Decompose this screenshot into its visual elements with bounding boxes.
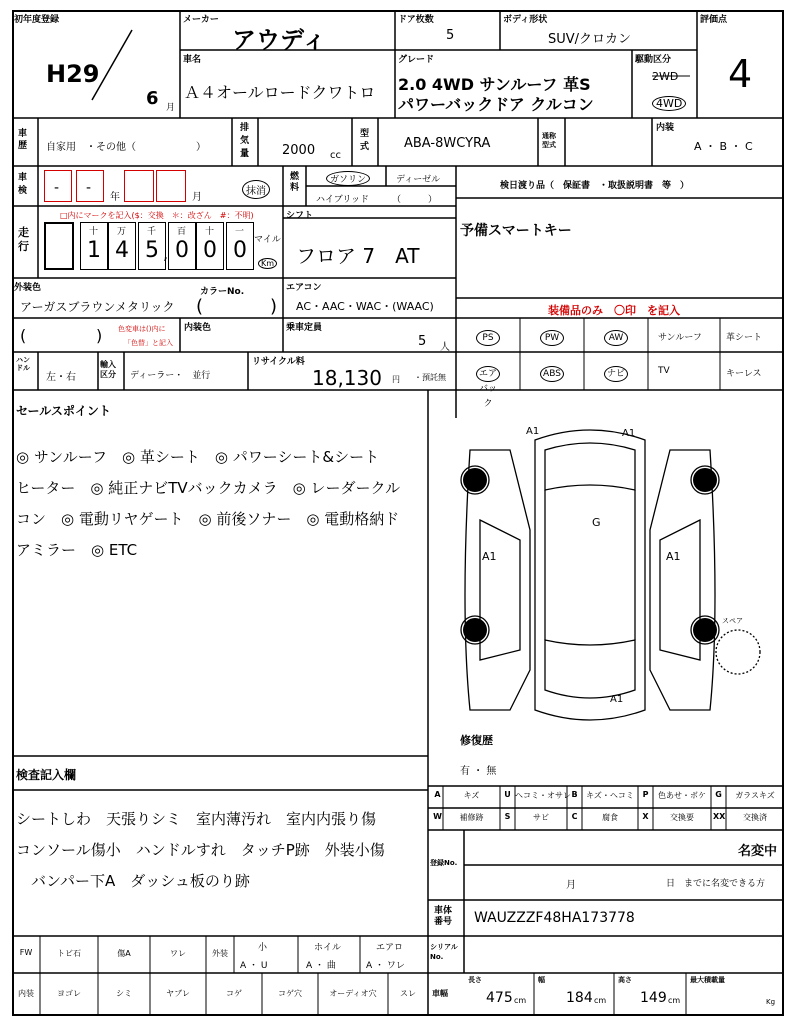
- import-label: 輸入区分: [100, 360, 116, 379]
- inspection-year-dash-2: -: [86, 180, 92, 196]
- width-label: 幅: [538, 976, 545, 984]
- recycle-value: 18,130: [312, 366, 382, 390]
- sales-point-line: アミラー ◎ ETC: [16, 541, 138, 559]
- legend-code: U: [504, 790, 511, 799]
- bottom-cell: FW: [19, 948, 33, 957]
- legend-code: X: [642, 812, 649, 821]
- sales-point-line: ◎ サンルーフ ◎ 革シート ◎ パワーシート&シート: [16, 448, 380, 466]
- shift-value: フロア 7 AT: [296, 244, 420, 268]
- km-label: Km: [258, 258, 277, 269]
- history-value: 自家用 ・その他（ ）: [46, 142, 206, 153]
- damage-mark-a1-rear: A1: [610, 694, 624, 705]
- displacement-value: 2000: [282, 143, 316, 158]
- legend-desc: 交換済: [743, 813, 767, 822]
- mileage-digit: 0: [203, 238, 217, 263]
- drive-4wd: 4WD: [652, 96, 686, 111]
- mile-label: マイル: [254, 235, 281, 245]
- repair-history-value: 有 ・ 無: [460, 766, 497, 777]
- capacity-label: 乗車定員: [286, 323, 323, 333]
- equipment-header: 装備品のみ 〇印 を記入: [548, 304, 680, 317]
- inspection-note-line: シートしわ 天張りシミ 室内薄汚れ 室内内張り傷: [16, 810, 377, 828]
- grade-label: グレード: [398, 55, 435, 65]
- legend-desc: サビ: [533, 813, 549, 822]
- max-load-unit: Kg: [766, 998, 776, 1006]
- exterior-small-label: 小: [258, 943, 268, 953]
- mileage-digit: 0: [175, 238, 189, 263]
- score-label: 評価点: [700, 15, 728, 25]
- wheel-opts: A ・ 曲: [306, 961, 336, 971]
- import-value: ディーラー・ 並行: [130, 371, 211, 381]
- documents-value: 予備スマートキー: [460, 223, 572, 239]
- color-change-paren-close: ): [96, 326, 103, 345]
- mileage-unit-label: 十: [205, 227, 215, 237]
- inspection-year-dash-1: -: [54, 180, 60, 196]
- damage-mark-a1-front-right: A1: [622, 428, 636, 439]
- color-no-paren-close: ): [270, 296, 278, 317]
- drive-2wd: 2WD: [652, 70, 679, 83]
- body-value: SUV/クロカン: [548, 32, 632, 47]
- capacity-unit: 人: [440, 342, 450, 353]
- grade-line-1: 2.0 4WD サンルーフ 革S: [398, 75, 591, 94]
- documents-label: 検日渡り品（ 保証書 ・取扱説明書 等 ）: [500, 181, 690, 191]
- damage-mark-a1-front-left: A1: [526, 426, 540, 437]
- mileage-digit: 4: [115, 238, 129, 263]
- length-label: 長さ: [468, 976, 482, 984]
- inspection-note-line: バンパー下A ダッシュ板のり跡: [16, 872, 250, 890]
- mileage-unit-label: 一: [235, 227, 245, 237]
- reg-month-unit: 月: [566, 880, 576, 891]
- repair-history-label: 修復歴: [460, 734, 493, 747]
- color-no-paren-open: (: [196, 296, 204, 317]
- interior-label: 内装: [656, 123, 675, 133]
- length-unit: cm: [514, 996, 527, 1005]
- exterior-color-value: アーガスブラウンメタリック: [20, 300, 175, 314]
- vin-label: 車体番号: [434, 906, 453, 927]
- car-name-label: 車名: [183, 55, 202, 65]
- doors-label: ドア枚数: [398, 15, 434, 25]
- inspection-month-unit: 月: [192, 192, 202, 203]
- exterior-small-opts: A ・ U: [240, 961, 268, 971]
- mileage-unit-label: 十: [89, 227, 99, 237]
- vin-value: WAUZZZF48HA173778: [474, 910, 635, 926]
- height-unit: cm: [668, 996, 681, 1005]
- capacity-value: 5: [418, 334, 427, 349]
- body-label: ボディ形状: [503, 15, 548, 25]
- legend-code: B: [571, 790, 578, 799]
- legend-desc: 色あせ・ボケ: [658, 791, 706, 800]
- first-reg-month: 6: [146, 88, 159, 109]
- dims-label: 車幅: [432, 989, 448, 998]
- fuel-other: （ ）: [392, 195, 438, 205]
- mileage-unit-label: 万: [117, 227, 127, 237]
- mileage-box-0: [44, 222, 74, 270]
- ac-label: エアコン: [286, 283, 322, 293]
- sales-point-line: ヒーター ◎ 純正ナビTVバックカメラ ◎ レーダークル: [16, 479, 401, 497]
- legend-code: XX: [713, 812, 726, 821]
- aero-opts: A ・ ワレ: [366, 961, 405, 971]
- mileage-digit: 1: [87, 238, 101, 263]
- fuel-label: 燃料: [290, 172, 300, 193]
- mileage-comma: ,: [163, 244, 169, 263]
- history-label: 車歴: [18, 129, 28, 151]
- interior-grades: A ・ B ・ C: [694, 140, 753, 153]
- serial-label: シリアルNo.: [430, 943, 458, 961]
- spare-label: スペア: [722, 617, 743, 625]
- legend-desc: ガラスキズ: [735, 791, 775, 800]
- damage-mark-g-windshield: G: [592, 516, 601, 529]
- grade-line-2: パワーバックドア クルコン: [398, 95, 594, 114]
- sales-points-title: セールスポイント: [16, 404, 111, 418]
- score-value: 4: [728, 52, 753, 96]
- displacement-label: 排気量: [240, 123, 250, 159]
- bottom-cell: トビ石: [57, 949, 81, 958]
- legend-code: A: [434, 790, 441, 799]
- mileage-unit-label: 千: [147, 227, 157, 237]
- legend-desc: キズ・ヘコミ: [586, 791, 634, 800]
- legend-desc: 腐食: [602, 813, 618, 822]
- sales-point-line: コン ◎ 電動リヤゲート ◎ 前後ソナー ◎ 電動格納ド: [16, 510, 400, 528]
- inspection-year-unit: 年: [110, 192, 120, 203]
- width-value: 184: [566, 990, 593, 1006]
- legend-code: S: [504, 812, 511, 821]
- exterior-color-label: 外装色: [14, 283, 42, 293]
- doors-value: 5: [446, 28, 455, 43]
- common-model-label: 通称型式: [542, 132, 556, 149]
- damage-mark-a1-left-side: A1: [482, 550, 497, 563]
- handle-value: 左・右: [46, 372, 76, 383]
- bottom-cell: スレ: [400, 989, 416, 998]
- maker-value: アウディ: [232, 26, 327, 54]
- deposit-label: ・預託無: [414, 373, 446, 382]
- inspection-month-box-2: [156, 170, 186, 202]
- ac-options: AC・AAC・WAC・(WAAC): [296, 300, 434, 313]
- bottom-cell: ヨゴレ: [57, 989, 81, 998]
- color-change-note-1: 色変車は()内に: [118, 325, 166, 333]
- mileage-label: 走行: [18, 226, 29, 253]
- length-value: 475: [486, 990, 513, 1006]
- max-load-label: 最大積載量: [690, 976, 725, 984]
- bottom-cell: 外装: [212, 949, 228, 958]
- bottom-cell: ワレ: [170, 949, 186, 958]
- equipment-item: AW: [604, 330, 628, 346]
- mileage-unit-label: 百: [177, 227, 187, 237]
- mileage-digit: 0: [233, 238, 247, 263]
- color-no-label: カラーNo.: [200, 287, 245, 297]
- bottom-cell: シミ: [116, 989, 132, 998]
- displacement-unit: cc: [330, 150, 341, 161]
- bottom-cell: オーディオ穴: [329, 989, 377, 998]
- fuel-diesel: ディーゼル: [396, 175, 441, 185]
- equipment-item: ABS: [540, 366, 564, 382]
- fuel-gasoline: ガソリン: [326, 171, 370, 186]
- equipment-item: エアバック: [476, 366, 500, 382]
- bottom-cell: コゲ: [226, 989, 242, 998]
- model-label: 型式: [360, 129, 370, 152]
- equipment-item: キーレス: [726, 369, 762, 379]
- height-value: 149: [640, 990, 667, 1006]
- first-reg-month-unit: 月: [166, 103, 176, 113]
- equipment-item: PS: [476, 330, 500, 346]
- legend-code: G: [715, 790, 722, 799]
- bottom-cell: コゲ穴: [278, 989, 302, 998]
- wheel-label: ホイル: [314, 943, 342, 953]
- recycle-unit: 円: [392, 375, 400, 384]
- maker-label: メーカー: [183, 15, 219, 25]
- equipment-item: TV: [658, 366, 670, 376]
- color-change-paren-open: (: [20, 326, 27, 345]
- mileage-note: □内にマークを記入($：交換 ＊：改ざん #：不明): [60, 211, 254, 220]
- inspection-month-box-1: [124, 170, 154, 202]
- interior-color-label: 内装色: [184, 323, 212, 333]
- width-unit: cm: [594, 996, 607, 1005]
- inspection-note-line: コンソール傷小 ハンドルすれ タッチP跡 外装小傷: [16, 841, 385, 859]
- equipment-item: PW: [540, 330, 564, 346]
- first-reg-label: 初年度登録: [14, 15, 60, 25]
- first-reg-year: H29: [46, 60, 100, 88]
- equipment-item: ナビ: [604, 366, 628, 382]
- shift-label: シフト: [286, 211, 314, 221]
- color-change-note-2: 「色替」と記入: [124, 339, 173, 347]
- legend-code: W: [433, 812, 442, 821]
- bottom-cell: ヤブレ: [166, 989, 190, 998]
- legend-desc: ヘコミ・オサレ: [515, 791, 571, 800]
- model-value: ABA-8WCYRA: [404, 136, 491, 151]
- reg-no-label: 登録No.: [430, 859, 458, 867]
- drive-label: 駆動区分: [635, 55, 672, 65]
- bottom-cell: 傷A: [117, 949, 131, 958]
- legend-code: C: [571, 812, 578, 821]
- bottom-cell: 内装: [18, 989, 34, 998]
- recycle-label: リサイクル料: [252, 357, 305, 367]
- damage-mark-a1-right-side: A1: [666, 550, 681, 563]
- handle-label: ハンドル: [16, 356, 30, 372]
- fuel-hybrid: ハイブリッド: [316, 195, 370, 205]
- inspection-notes-title: 検査記入欄: [16, 768, 77, 782]
- name-change: 名変中: [738, 844, 778, 859]
- legend-desc: キズ: [463, 791, 480, 800]
- mileage-digit: 5: [145, 238, 159, 263]
- height-label: 高さ: [618, 976, 632, 984]
- equipment-item: サンルーフ: [658, 333, 702, 343]
- legend-desc: 補修跡: [459, 813, 484, 822]
- inspection-label: 車検: [18, 173, 28, 196]
- car-diagram: [440, 410, 780, 730]
- legend-code: P: [642, 790, 649, 799]
- inspection-status: 抹消: [242, 180, 270, 199]
- legend-desc: 交換要: [670, 813, 694, 822]
- equipment-item: 革シート: [726, 333, 763, 343]
- car-name-value: Ａ４オールロードクワトロ: [184, 83, 376, 102]
- reg-day-note: 日 までに名変できる方: [666, 879, 766, 889]
- aero-label: エアロ: [376, 943, 404, 953]
